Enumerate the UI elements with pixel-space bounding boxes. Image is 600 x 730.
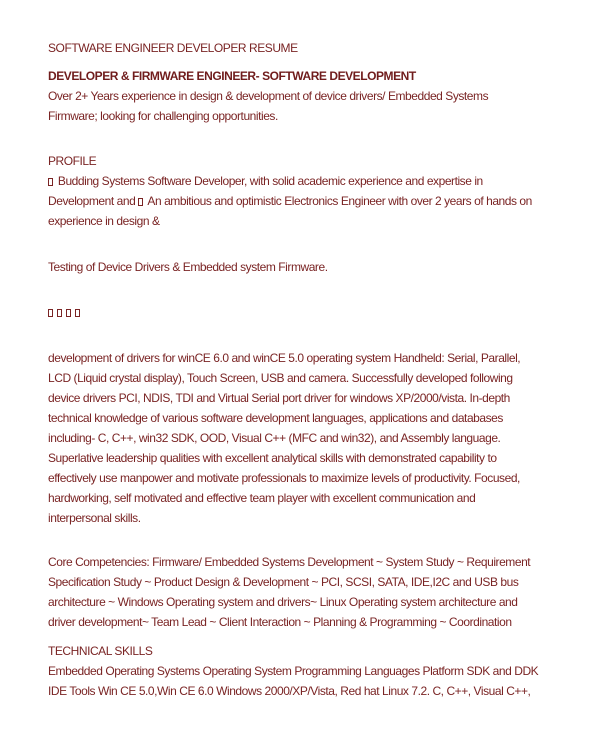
summary-line: LCD (Liquid crystal display), Touch Screen, USB and camera. Successfully developed following [48, 371, 513, 385]
role-heading: DEVELOPER & FIRMWARE ENGINEER- SOFTWARE DEVELOPMENT [48, 69, 416, 83]
bullet-icon [138, 198, 143, 206]
profile-text: Budding Systems Software Developer, with solid academic experience and expertise in [55, 174, 483, 188]
competency-line: Core Competencies: Firmware/ Embedded Systems Development ~ System Study ~ Requirement [48, 555, 531, 569]
bullet-icon [66, 309, 71, 317]
bullet-icon [75, 309, 80, 317]
summary-line: device drivers PCI, NDIS, TDI and Virtual Serial port driver for windows XP/2000/vista. In-depth [48, 391, 510, 405]
summary-line: effectively use manpower and motivate professionals to maximize levels of productivity. Focused, [48, 471, 520, 485]
technical-skills-line: IDE Tools Win CE 5.0,Win CE 6.0 Windows 2000/XP/Vista, Red hat Linux 7.2. C, C++, Visual C++, [48, 684, 531, 698]
document-title: SOFTWARE ENGINEER DEVELOPER RESUME [48, 41, 298, 55]
profile-line [48, 191, 532, 211]
summary-line: development of drivers for winCE 6.0 and winCE 5.0 operating system Handheld: Serial, Parallel, [48, 351, 521, 365]
summary-line: interpersonal skills. [48, 511, 141, 525]
profile-text: Development and [48, 194, 139, 208]
summary-paragraph [48, 348, 520, 528]
intro-line: Firmware; looking for challenging opportunities. [48, 109, 278, 123]
summary-line: hardworking, self motivated and effective team player with excellent communication and [48, 491, 476, 505]
technical-skills-section [48, 641, 538, 701]
competency-line: architecture ~ Windows Operating system and drivers~ Linux Operating system architecture and [48, 595, 518, 609]
core-competencies [48, 552, 530, 632]
summary-line: technical knowledge of various software development languages, applications and databases [48, 411, 503, 425]
intro-paragraph [48, 86, 488, 126]
competency-line: driver development~ Team Lead ~ Client Interaction ~ Planning & Programming ~ Coordination [48, 615, 512, 629]
technical-skills-heading: TECHNICAL SKILLS [48, 644, 153, 658]
competency-line: Specification Study ~ Product Design & Development ~ PCI, SCSI, SATA, IDE,I2C and USB bus [48, 575, 519, 589]
profile-line [48, 171, 532, 191]
bullet-glyph-row [48, 302, 84, 322]
profile-section [48, 151, 532, 231]
intro-line: Over 2+ Years experience in design & development of device drivers/ Embedded Systems [48, 89, 489, 103]
profile-line: experience in design & [48, 214, 160, 228]
bullet-icon [48, 178, 53, 186]
profile-text: An ambitious and optimistic Electronics Engineer with over 2 years of hands on [145, 194, 532, 208]
profile-heading: PROFILE [48, 154, 97, 168]
technical-skills-line: Embedded Operating Systems Operating System Programming Languages Platform SDK and DDK [48, 664, 539, 678]
bullet-icon [57, 309, 62, 317]
testing-line: Testing of Device Drivers & Embedded system Firmware. [48, 260, 328, 274]
bullet-icon [48, 309, 53, 317]
summary-line: including- C, C++, win32 SDK, OOD, Visual C++ (MFC and win32), and Assembly language. [48, 431, 501, 445]
summary-line: Superlative leadership qualities with excellent analytical skills with demonstrated capability to [48, 451, 497, 465]
